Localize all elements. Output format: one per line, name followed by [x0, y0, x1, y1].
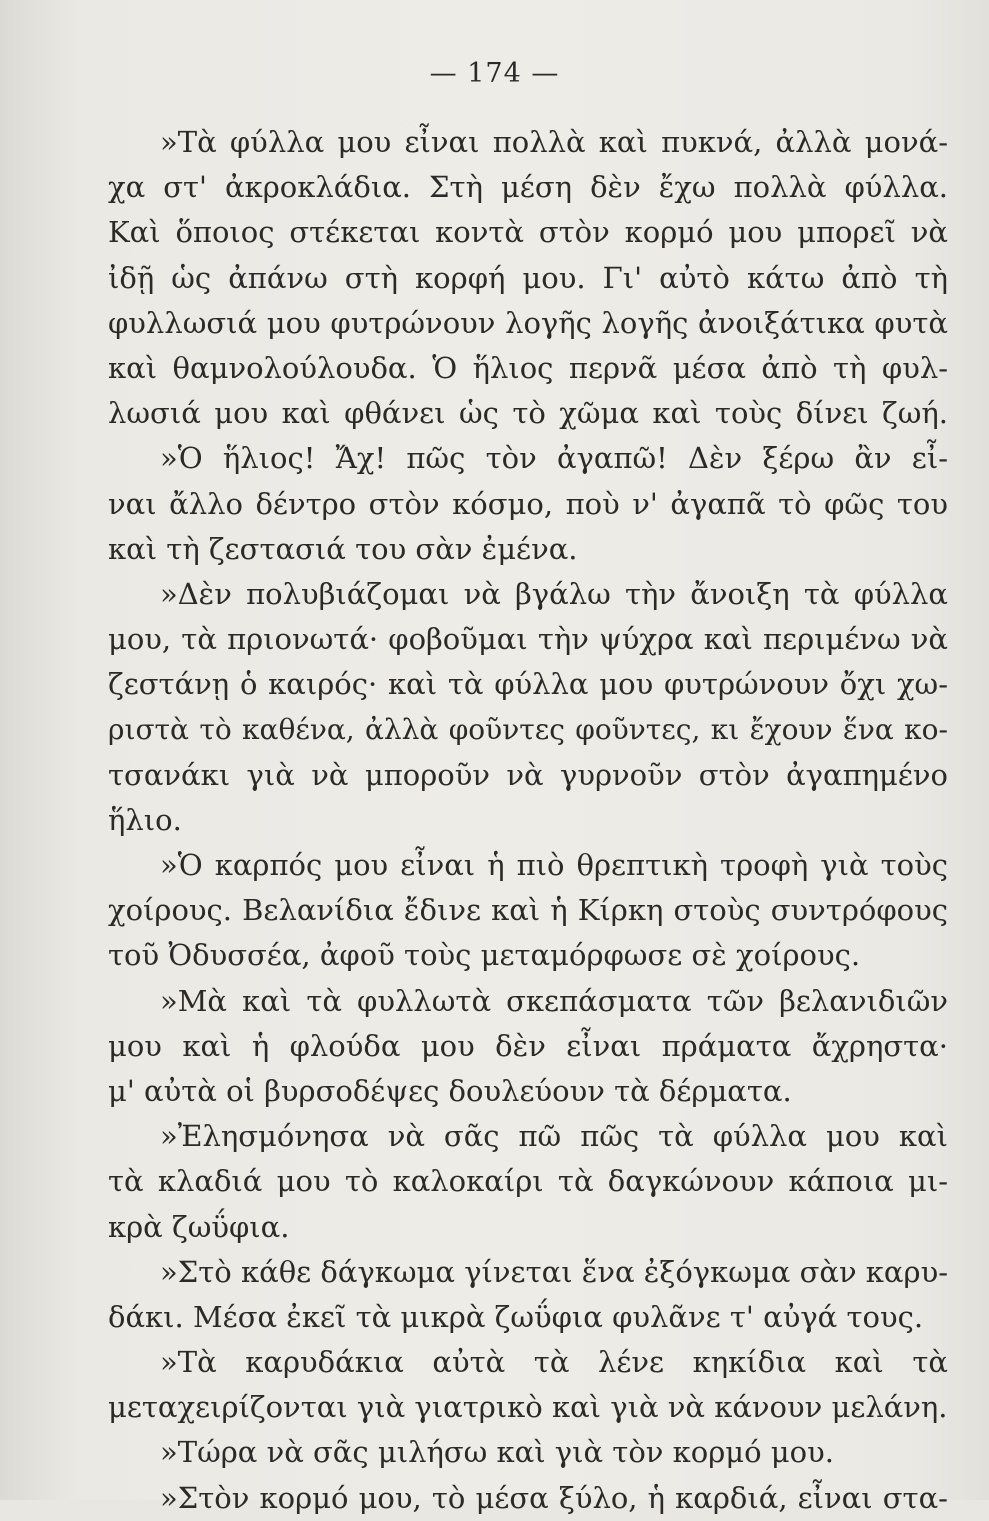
- text-line: »Μὰ καὶ τὰ φυλλωτὰ σκεπάσματα τῶν βελανιδιῶν: [160, 983, 948, 1018]
- text-line: δάκι. Μέσα ἐκεῖ τὰ μικρὰ ζωΰφια φυλᾶνε τ' αὐγά τους.: [108, 1299, 924, 1334]
- body-text: [108, 120, 948, 1521]
- text-line: μου καὶ ἡ φλούδα μου δὲν εἶναι πράματα ἄχρηστα·: [108, 1028, 948, 1063]
- text-line: ἥλιο.: [108, 802, 182, 837]
- text-line: »Στὸ κάθε δάγκωμα γίνεται ἕνα ἐξόγκωμα σὰν καρυ-: [160, 1254, 948, 1289]
- text-line: »Ὁ καρπός μου εἶναι ἡ πιὸ θρεπτικὴ τροφὴ γιὰ τοὺς: [160, 848, 948, 882]
- text-line: ριστὰ τὸ καθένα, ἀλλὰ φοῦντες φοῦντες, κι ἔχουν ἕνα κο-: [108, 713, 948, 747]
- text-line: »Δὲν πολυβιάζομαι νὰ βγάλω τὴν ἄνοιξη τὰ φύλλα: [160, 576, 948, 611]
- text-line: »Ἐλησμόνησα νὰ σᾶς πῶ πῶς τὰ φύλλα μου καὶ: [160, 1119, 948, 1154]
- text-line: καὶ θαμνολούλουδα. Ὁ ἥλιος περνᾶ μέσα ἀπὸ τὴ φυλ-: [108, 350, 948, 385]
- text-line: τὰ κλαδιά μου τὸ καλοκαίρι τὰ δαγκώνουν κάποια μι-: [108, 1164, 948, 1199]
- text-line: χοίρους. Βελανίδια ἔδινε καὶ ἡ Κίρκη στοὺς συντρόφους: [108, 893, 948, 928]
- text-line: μ' αὐτὰ οἱ βυρσοδέψες δουλεύουν τὰ δέρματα.: [108, 1073, 792, 1108]
- text-line: ἰδῇ ὡς ἀπάνω στὴ κορφή μου. Γι' αὐτὸ κάτω ἀπὸ τὴ: [108, 260, 948, 295]
- text-line: μεταχειρίζονται γιὰ γιατρικὸ καὶ γιὰ νὰ κάνουν μελάνη.: [108, 1390, 948, 1425]
- text-line: ναι ἄλλο δέντρο στὸν κόσμο, ποὺ ν' ἀγαπᾶ τὸ φῶς του: [108, 486, 948, 521]
- text-line: Καὶ ὅποιος στέκεται κοντὰ στὸν κορμό μου μπορεῖ νὰ: [108, 215, 948, 250]
- text-line: »Τώρα νὰ σᾶς μιλήσω καὶ γιὰ τὸν κορμό μου.: [160, 1435, 834, 1470]
- text-line: »Ὁ ἥλιος! Ἄχ! πῶς τὸν ἀγαπῶ! Δὲν ξέρω ἂν εἶ-: [160, 441, 948, 476]
- text-line: μου, τὰ πριονωτά· φοβοῦμαι τὴν ψύχρα καὶ περιμένω νὰ: [108, 622, 948, 657]
- text-line: »Τὰ καρυδάκια αὐτὰ τὰ λένε κηκίδια καὶ τὰ: [160, 1345, 948, 1380]
- text-line: ζεστάνῃ ὁ καιρός· καὶ τὰ φύλλα μου φυτρώνουν ὄχι χω-: [108, 667, 948, 702]
- text-line: φυλλωσιά μου φυτρώνουν λογῆς λογῆς ἀνοιξάτικα φυτὰ: [108, 305, 948, 340]
- text-line: »Τὰ φύλλα μου εἶναι πολλὰ καὶ πυκνά, ἀλλὰ μονά-: [160, 125, 948, 159]
- text-line: κρὰ ζωΰφια.: [108, 1209, 290, 1244]
- page-number: — 174 —: [429, 58, 560, 89]
- text-line: λωσιά μου καὶ φθάνει ὡς τὸ χῶμα καὶ τοὺς δίνει ζωή.: [108, 396, 948, 431]
- text-line: καὶ τὴ ζεστασιά του σὰν ἐμένα.: [108, 531, 578, 566]
- text-line: »Στὸν κορμό μου, τὸ μέσα ξύλο, ἡ καρδιά, εἶναι στα-: [160, 1480, 948, 1515]
- text-line: τοῦ Ὀδυσσέα, ἀφοῦ τοὺς μεταμόρφωσε σὲ χοίρους.: [108, 938, 861, 973]
- text-line: χα στ' ἀκροκλάδια. Στὴ μέση δὲν ἔχω πολλὰ φύλλα.: [108, 170, 948, 205]
- text-line: τσανάκι γιὰ νὰ μποροῦν νὰ γυρνοῦν στὸν ἀγαπημένο: [108, 757, 948, 792]
